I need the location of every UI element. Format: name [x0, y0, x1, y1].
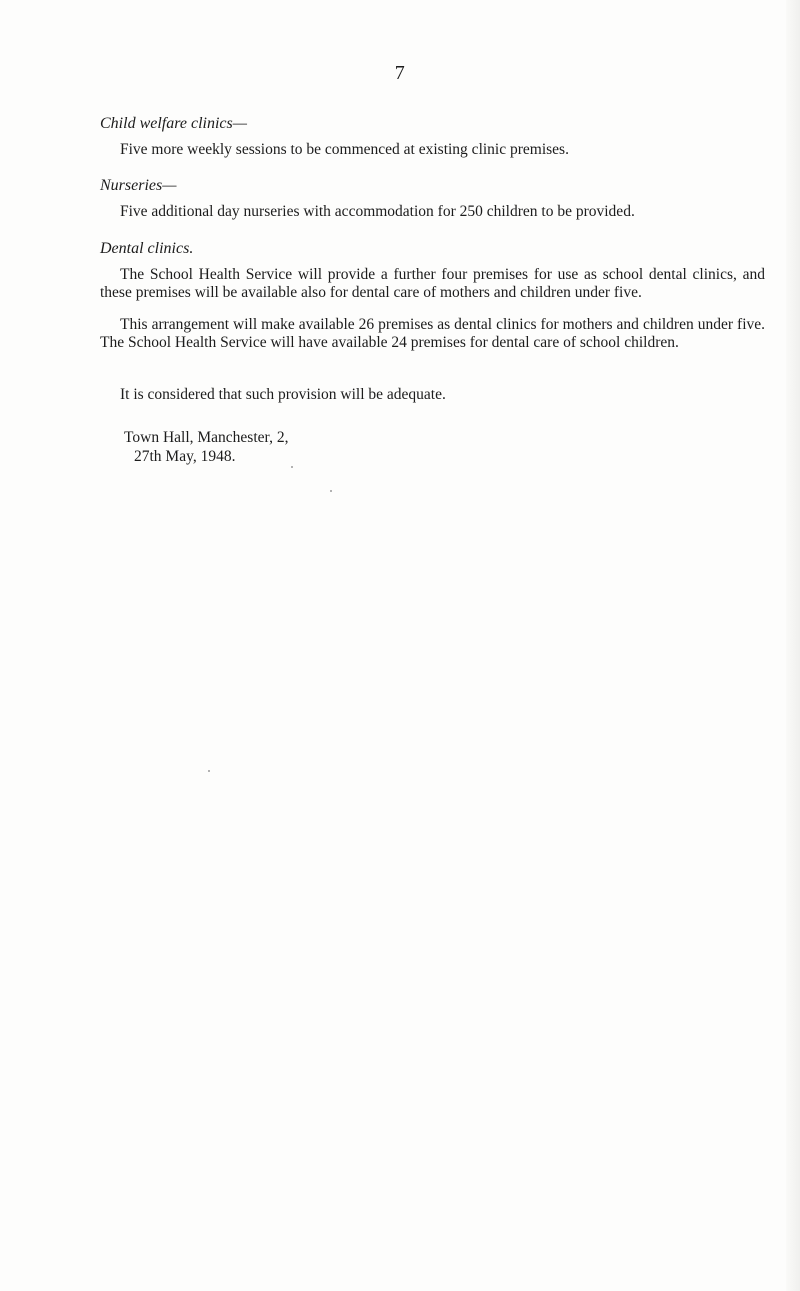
- paper-speck: [291, 466, 293, 468]
- page-number: 7: [394, 62, 406, 84]
- paper-speck: [330, 490, 332, 492]
- child-welfare-text: Five more weekly sessions to be commenced at existing clinic premises.: [120, 141, 569, 158]
- page-edge-shadow: [786, 0, 800, 1291]
- dental-paragraph-1: The School Health Service will provide a further four premises for use as school dental clinics, and these premises will be available also for dental care of mothers and children under five.: [100, 266, 765, 301]
- nurseries-text: Five additional day nurseries with accommodation for 250 children to be provided.: [120, 203, 635, 220]
- signoff-place: Town Hall, Manchester, 2,: [124, 429, 289, 446]
- conclusion-text: It is considered that such provision will be adequate.: [120, 386, 446, 403]
- paper-speck: [208, 770, 210, 772]
- heading-dental-clinics: Dental clinics.: [100, 240, 194, 257]
- signoff-date: 27th May, 1948.: [134, 448, 236, 465]
- heading-nurseries: Nurseries—: [100, 177, 177, 194]
- heading-child-welfare: Child welfare clinics—: [100, 115, 247, 132]
- signoff: [124, 428, 288, 466]
- dental-paragraph-2: This arrangement will make available 26 premises as dental clinics for mothers and children under five. The School Health Service will have available 24 premises for dental care of school children.: [100, 316, 765, 351]
